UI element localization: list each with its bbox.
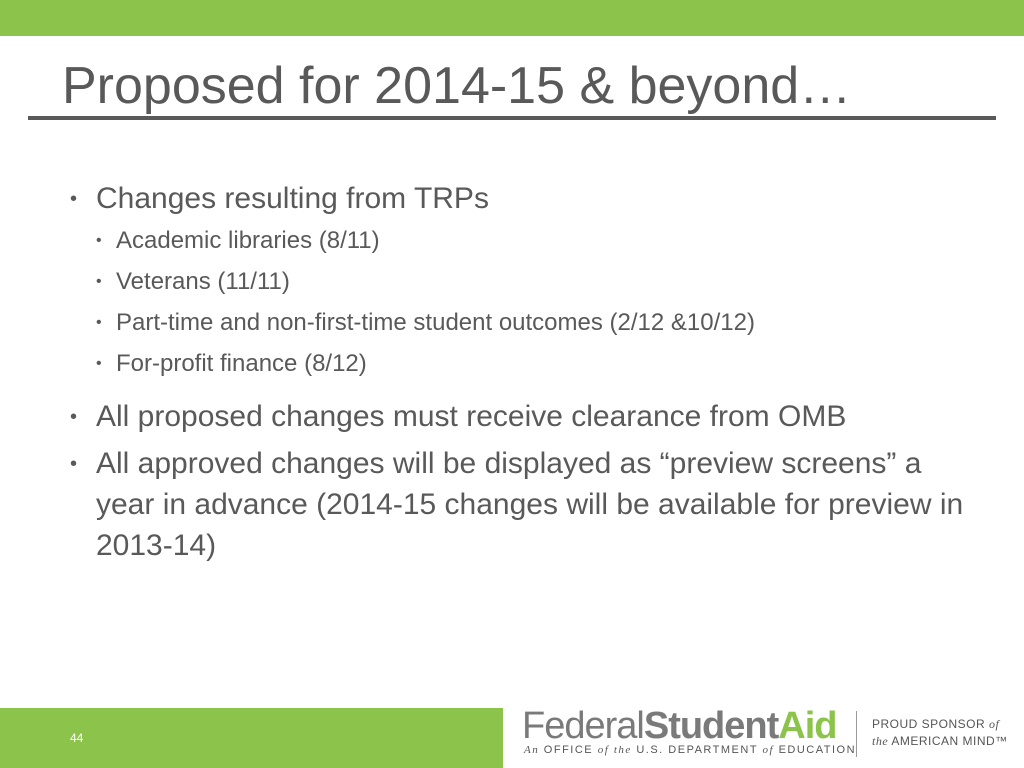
bullet-dot: •: [96, 355, 102, 372]
sub-bullet-text: Part-time and non-first-time student outcomes (2/12 &10/12): [116, 309, 755, 336]
sponsor-the: the: [872, 734, 889, 748]
sponsor-text-2: AMERICAN MIND™: [891, 734, 1008, 748]
sub-bullet-list: [70, 225, 970, 380]
title-underline: [28, 116, 996, 120]
page-number: 44: [70, 731, 84, 745]
logo-student-text: Student: [643, 705, 779, 747]
logo-wordmark: [522, 706, 837, 746]
slide-title: Proposed for 2014-15 & beyond…: [62, 57, 852, 115]
sponsor-line-1: [872, 716, 1008, 733]
bullet-dot: •: [96, 273, 102, 290]
sponsor-text-1: PROUD SPONSOR: [872, 717, 986, 731]
bullet-dot: •: [96, 314, 102, 331]
sub-bullet-item: [96, 266, 970, 298]
tagline-of-2: of: [762, 744, 774, 756]
sub-bullet-item: [96, 348, 970, 380]
sponsor-of: of: [989, 717, 1000, 731]
bullet-item: [70, 178, 970, 219]
tagline-an: An: [524, 744, 540, 756]
slide-body: [70, 178, 970, 572]
bullet-item: [70, 396, 970, 437]
bullet-text: All proposed changes must receive clearance from OMB: [96, 400, 847, 433]
logo-tagline: [524, 744, 856, 756]
bullet-item: [70, 443, 970, 566]
bullet-dot: •: [96, 232, 102, 249]
tagline-the: the: [613, 744, 632, 756]
tagline-office: OFFICE: [543, 744, 594, 756]
tagline-department: U.S. DEPARTMENT: [636, 744, 758, 756]
sponsor-tagline: [872, 716, 1008, 750]
sub-bullet-item: [96, 225, 970, 257]
tagline-education: EDUCATION: [778, 744, 857, 756]
sponsor-line-2: [872, 733, 1008, 750]
top-accent-bar: [0, 0, 1024, 36]
tagline-of: of: [597, 744, 610, 756]
sub-bullet-item: [96, 307, 970, 339]
sub-bullet-text: Veterans (11/11): [116, 268, 290, 295]
bullet-dot: •: [70, 453, 78, 475]
logo-aid-text: Aid: [778, 705, 837, 747]
sub-bullet-text: For-profit finance (8/12): [116, 350, 367, 377]
logo-divider: [856, 711, 857, 757]
logo-federal-text: Federal: [522, 705, 644, 747]
bullet-dot: •: [70, 188, 78, 210]
bullet-dot: •: [70, 406, 78, 428]
sub-bullet-text: Academic libraries (8/11): [116, 227, 380, 254]
federal-student-aid-logo: [522, 705, 857, 764]
bullet-text: Changes resulting from TRPs: [96, 182, 489, 215]
bullet-text: All approved changes will be displayed as “preview screens” a year in advance (2014-15 changes will be available for preview in 2013-14): [96, 447, 964, 562]
